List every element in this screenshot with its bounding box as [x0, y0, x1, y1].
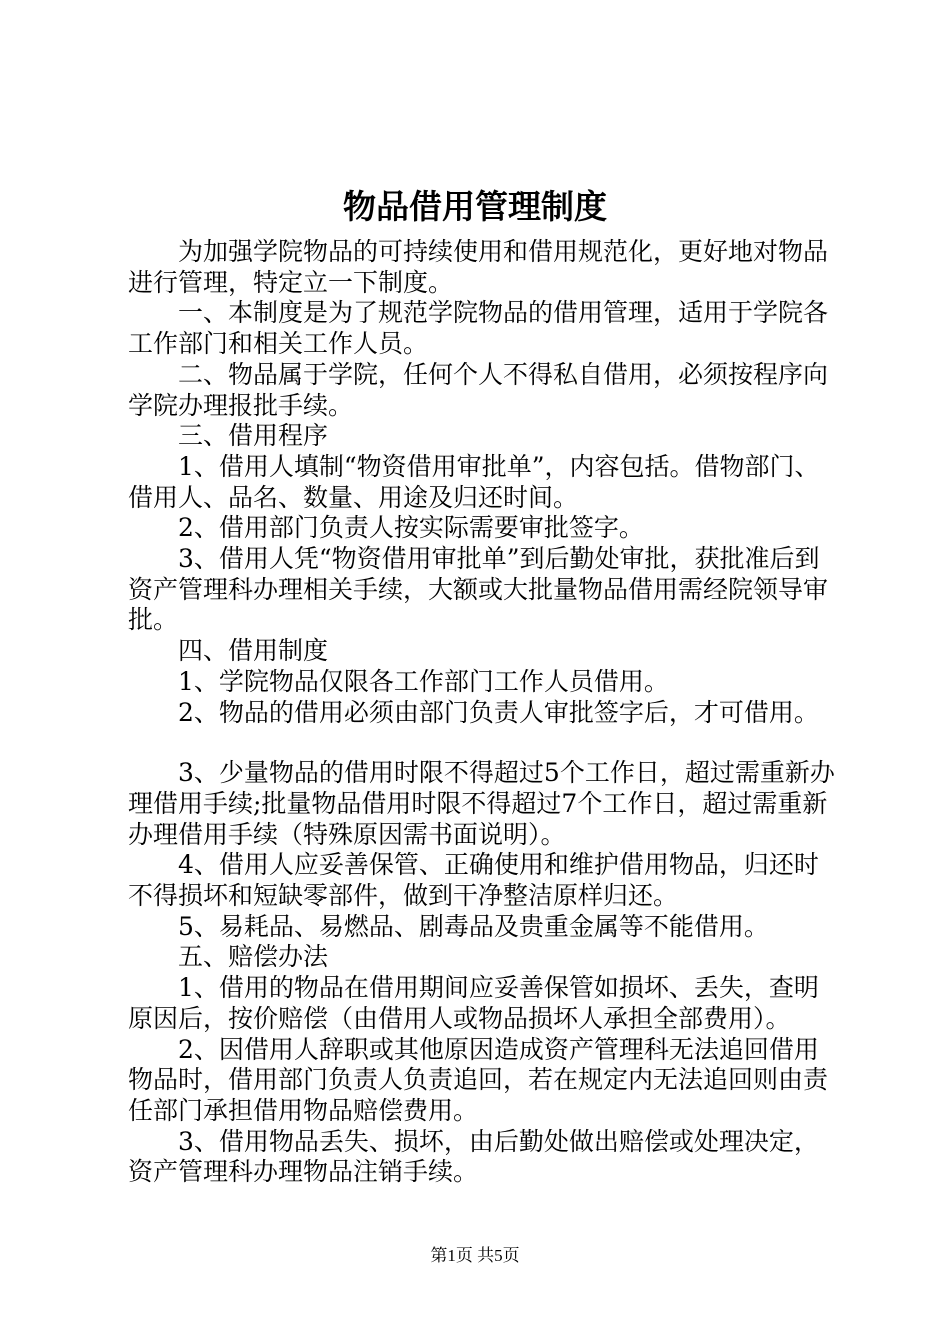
- paragraph-ownership: 二、物品属于学院，任何个人不得私自借用，必须按程序向学院办理报批手续。: [128, 359, 829, 420]
- paragraph-compensation-3: 3、借用物品丢失、损坏，由后勤处做出赔偿或处理决定，资产管理科办理物品注销手续。: [128, 1126, 819, 1187]
- paragraph-procedure-3: 3、借用人凭“物资借用审批单”到后勤处审批，获批准后到资产管理科办理相关手续，大额或大批量物品借用需经院领导审批。: [128, 544, 829, 635]
- paragraph-compensation-1: 1、借用的物品在借用期间应妥善保管如损坏、丢失，查明原因后，按价赔偿（由借用人或物品损坏人承担全部费用）。: [128, 973, 819, 1033]
- paragraph-compensation-2: 2、因借用人辞职或其他原因造成资产管理科无法追回借用物品时，借用部门负责人负责追回，若在规定内无法追回则由责任部门承担借用物品赔偿费用。: [128, 1034, 829, 1125]
- paragraph-procedure-1: 1、借用人填制“物资借用审批单”，内容包括。借物部门、借用人、品名、数量、用途及归还时间。: [128, 451, 820, 512]
- section-heading-procedure: 三、借用程序: [178, 421, 329, 451]
- paragraph-rules-1: 1、学院物品仅限各工作部门工作人员借用。: [178, 666, 669, 696]
- document-body: [128, 237, 838, 1188]
- page-number-footer: 第1页 共5页: [430, 1246, 520, 1265]
- paragraph-rules-4: 4、借用人应妥善保管、正确使用和维护借用物品，归还时不得损坏和短缺零部件，做到干净整洁原样归还。: [128, 850, 819, 911]
- paragraph-scope: 一、本制度是为了规范学院物品的借用管理，适用于学院各工作部门和相关工作人员。: [128, 298, 829, 359]
- paragraph-rules-5: 5、易耗品、易燃品、剧毒品及贵重金属等不能借用。: [178, 911, 769, 941]
- document-title: 物品借用管理制度: [343, 187, 607, 226]
- paragraph-intro: 为加强学院物品的可持续使用和借用规范化，更好地对物品进行管理，特定立一下制度。: [128, 237, 829, 297]
- section-heading-rules: 四、借用制度: [178, 636, 329, 666]
- section-heading-compensation: 五、赔偿办法: [178, 942, 329, 972]
- paragraph-rules-3: 3、少量物品的借用时限不得超过5个工作日，超过需重新办理借用手续;批量物品借用时限不得超过7个工作日，超过需重新办理借用手续（特殊原因需书面说明）。: [128, 758, 835, 849]
- paragraph-procedure-2: 2、借用部门负责人按实际需要审批签字。: [178, 513, 644, 543]
- paragraph-rules-2: 2、物品的借用必须由部门负责人审批签字后，才可借用。: [178, 697, 819, 727]
